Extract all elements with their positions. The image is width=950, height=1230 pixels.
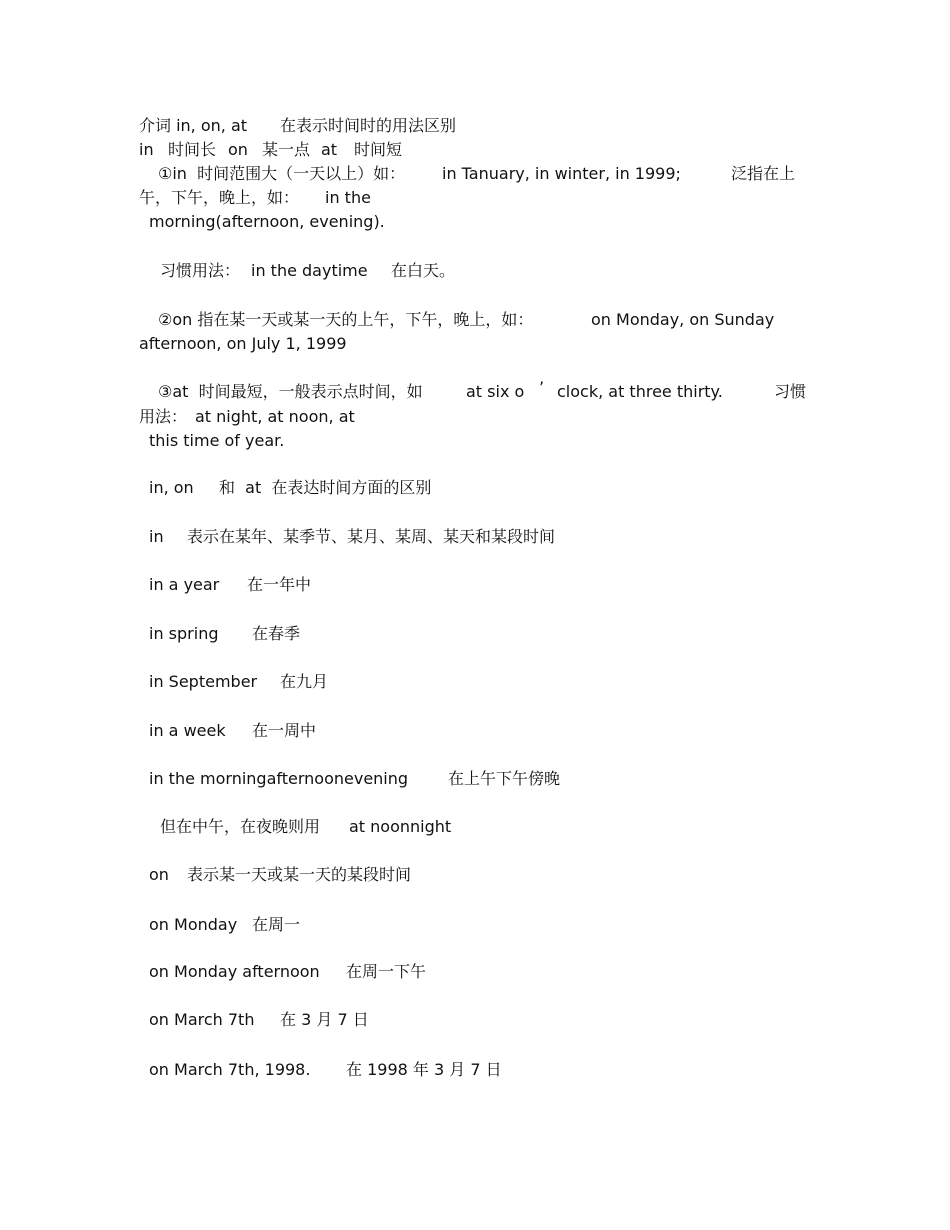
example-en: in spring (149, 624, 219, 643)
p1-times: morning(afternoon, evening). (149, 212, 385, 231)
legend-at-desc: 时间短 (354, 140, 403, 159)
legend-in-desc: 时间长 (168, 140, 217, 159)
p2-intro: ②on 指在某一天或某一天的上午，下午，晚上，如： (158, 310, 534, 329)
in-heading-word: in (149, 527, 164, 546)
example-cn: 在 1998 年 3 月 7 日 (346, 1060, 502, 1079)
example-cn: 在周一 (252, 915, 301, 934)
legend-on-desc: 某一点 (262, 140, 311, 159)
note-cn: 但在中午，在夜晚则用 (160, 817, 321, 836)
p1-examples: in Tanuary, in winter, in 1999; (442, 164, 681, 183)
subheading-cn: 和 at 在表达时间方面的区别 (219, 478, 432, 497)
example-en: in the morningafternoonevening (149, 769, 409, 788)
p1-general-cont: 午，下午，晚上，如： (139, 188, 300, 207)
p3-habit-cont: 用法： (139, 407, 188, 426)
example-cn: 在 3 月 7 日 (280, 1010, 369, 1029)
example-en: on Monday (149, 915, 238, 934)
habit-label: 习惯用法： (160, 261, 241, 280)
example-cn: 在上午下午傍晚 (448, 769, 561, 788)
example-cn: 在春季 (252, 624, 301, 643)
on-heading-word: on (149, 865, 169, 884)
p3-apostrophe: ’ (539, 378, 545, 397)
habit-phrase: in the daytime (251, 261, 368, 280)
p3-habit: 习惯 (774, 382, 807, 401)
legend-at: at (321, 140, 338, 159)
note-en: at noonnight (349, 817, 452, 836)
legend-on: on (228, 140, 248, 159)
example-cn: 在一周中 (252, 721, 317, 740)
p1-in-the: in the (325, 188, 371, 207)
legend-in: in (139, 140, 154, 159)
p2-examples-cont: afternoon, on July 1, 1999 (139, 334, 347, 353)
example-cn: 在周一下午 (346, 962, 427, 981)
example-en: in September (149, 672, 258, 691)
example-en: in a year (149, 575, 220, 594)
p3-intro: ③at 时间最短，一般表示点时间，如 (158, 382, 423, 401)
in-heading-desc: 表示在某年、某季节、某月、某周、某天和某段时间 (187, 527, 556, 546)
example-en: in a week (149, 721, 226, 740)
p3-example-b: clock, at three thirty. (557, 382, 723, 401)
example-cn: 在九月 (280, 672, 329, 691)
title-text-cn: 在表示时间时的用法区别 (280, 116, 457, 135)
p1-general: 泛指在上 (731, 164, 796, 183)
example-en: on March 7th, 1998. (149, 1060, 311, 1079)
p1-intro: ①in 时间范围大（一天以上）如： (158, 164, 406, 183)
p3-habit-phrases: at night, at noon, at (195, 407, 355, 426)
example-en: on March 7th (149, 1010, 255, 1029)
p2-examples: on Monday, on Sunday (591, 310, 775, 329)
habit-meaning: 在白天。 (391, 261, 456, 280)
p3-example-a: at six o (466, 382, 525, 401)
subheading-en: in, on (149, 478, 194, 497)
title-text: 介词 in, on, at (139, 116, 248, 135)
example-cn: 在一年中 (247, 575, 312, 594)
on-heading-desc: 表示某一天或某一天的某段时间 (187, 865, 412, 884)
example-en: on Monday afternoon (149, 962, 320, 981)
p3-habit-phrases-cont: this time of year. (149, 431, 285, 450)
